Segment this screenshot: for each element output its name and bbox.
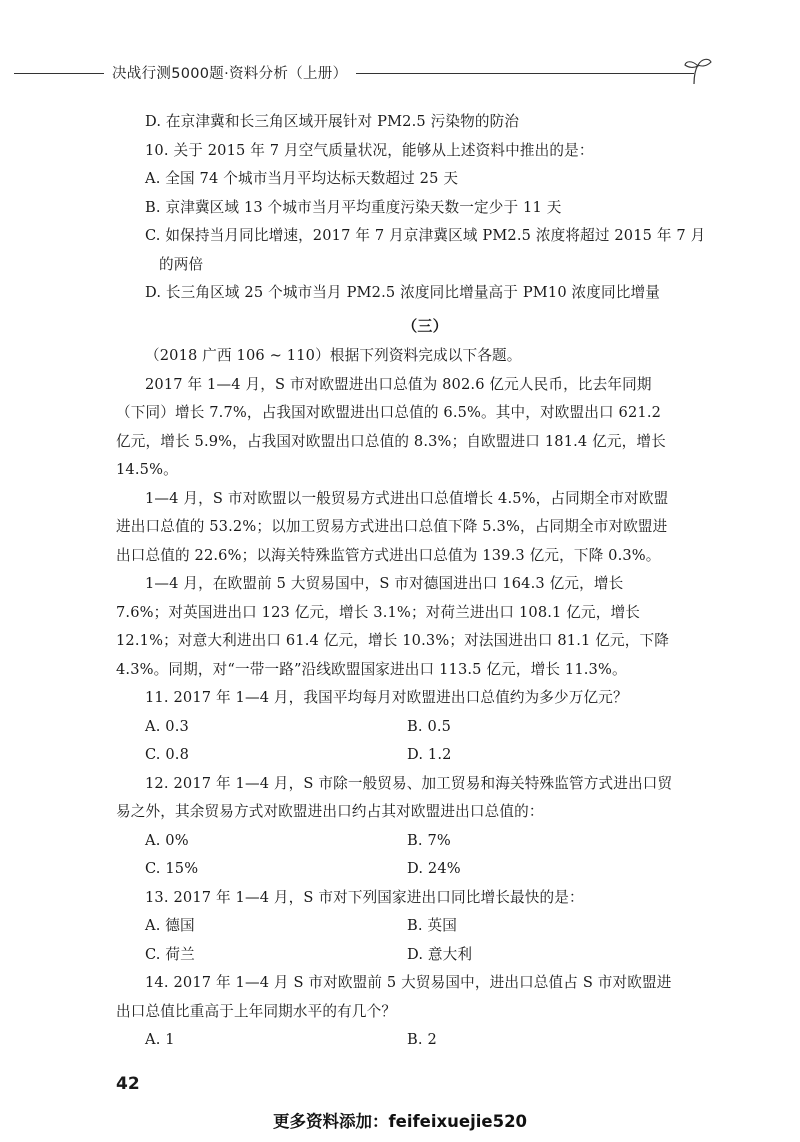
- q10-option-c-cont: 的两倍: [159, 255, 204, 273]
- footer-note: 更多资料添加：feifeixuejie520: [272, 1112, 528, 1131]
- q11-option-a: A. 0.3: [145, 717, 189, 735]
- header-rule-right: [356, 73, 694, 74]
- q12-option-a: A. 0%: [145, 831, 189, 849]
- q11-options-row-1: [145, 713, 705, 742]
- q13-option-b: B. 英国: [407, 917, 457, 934]
- q12-options-row-1: [145, 827, 705, 856]
- q12-option-b: B. 7%: [407, 831, 451, 849]
- q13-option-a: A. 德国: [145, 917, 195, 934]
- q13-options-row-1: [145, 912, 705, 941]
- q12-option-c: C. 15%: [145, 860, 199, 877]
- material-paragraph-3: 1—4 月，在欧盟前 5 大贸易国中，S 市对德国进出口 164.3 亿元，增长 7.6%；对英国进出口 123 亿元，增长 3.1%；对荷兰进出口 108.1 亿元，增长 12.1%；对意大利进出口 61.4 亿元，增长 10.3%；对法国进出口 81.1 亿元，下降 4.3%。同期，对“一带一路”沿线欧盟国家进出口 113.5 亿元，增长 11.3%。: [116, 575, 669, 678]
- q14-option-a: A. 1: [145, 1031, 175, 1048]
- page-number: 42: [116, 1074, 140, 1094]
- q14-stem: 14. 2017 年 1—4 月 S 市对欧盟前 5 大贸易国中，进出口总值占 S 市对欧盟进出口总值比重高于上年同期水平的有几个？: [116, 974, 672, 1020]
- q13-option-d: D. 意大利: [407, 945, 473, 963]
- running-header: [0, 54, 800, 94]
- q12-options-row-2: [145, 855, 705, 884]
- page-body: [116, 108, 706, 1055]
- q11-option-b: B. 0.5: [407, 717, 452, 735]
- header-rule-left: [14, 73, 104, 74]
- q13-option-c: C. 荷兰: [145, 945, 195, 963]
- q10-stem: 10. 关于 2015 年 7 月空气质量状况，能够从上述资料中推出的是：: [145, 141, 594, 159]
- q14-options-row-1: [145, 1026, 705, 1055]
- q10-option-d-prev: D. 在京津冀和长三角区域开展针对 PM2.5 污染物的防治: [145, 113, 520, 130]
- q12-stem: 12. 2017 年 1—4 月，S 市除一般贸易、加工贸易和海关特殊监管方式进出口贸易之外，其余贸易方式对欧盟进出口约占其对欧盟进出口总值的：: [116, 774, 673, 820]
- q10-option-d: D. 长三角区域 25 个城市当月 PM2.5 浓度同比增量高于 PM10 浓度同比增量: [145, 284, 661, 301]
- section-title: （三）: [402, 316, 448, 335]
- q11-option-c: C. 0.8: [145, 746, 190, 763]
- material-paragraph-2: 1—4 月，S 市对欧盟以一般贸易方式进出口总值增长 4.5%，占同期全市对欧盟进出口总值的 53.2%；以加工贸易方式进出口总值下降 5.3%，占同期全市对欧盟进出口总值的 22.6%；以海关特殊监管方式进出口总值为 139.3 亿元，下降 0.3%。: [116, 489, 669, 564]
- book-title: 决战行测5000题·资料分析（上册）: [112, 66, 348, 82]
- q13-options-row-2: [145, 941, 705, 970]
- sprout-icon: [680, 56, 714, 86]
- q11-options-row-2: [145, 741, 705, 770]
- q12-option-d: D. 24%: [407, 860, 461, 877]
- q13-stem: 13. 2017 年 1—4 月，S 市对下列国家进出口同比增长最快的是：: [145, 888, 584, 906]
- q10-option-c: C. 如保持当月同比增速，2017 年 7 月京津冀区域 PM2.5 浓度将超过 2015 年 7 月: [145, 227, 706, 244]
- section-intro: （2018 广西 106 ~ 110）根据下列资料完成以下各题。: [145, 347, 522, 364]
- q11-option-d: D. 1.2: [407, 746, 452, 763]
- q14-option-b: B. 2: [407, 1031, 437, 1048]
- q11-stem: 11. 2017 年 1—4 月，我国平均每月对欧盟进出口总值约为多少万亿元？: [145, 689, 628, 706]
- q10-option-a: A. 全国 74 个城市当月平均达标天数超过 25 天: [145, 170, 459, 187]
- q10-option-b: B. 京津冀区域 13 个城市当月平均重度污染天数一定少于 11 天: [145, 198, 562, 216]
- material-paragraph-1: 2017 年 1—4 月，S 市对欧盟进出口总值为 802.6 亿元人民币，比去年同期（下同）增长 7.7%，占我国对欧盟进出口总值的 6.5%。其中，对欧盟出口 621.2 亿元，增长 5.9%，占我国对欧盟出口总值的 8.3%；自欧盟进口 181.4 亿元，增长 14.5%。: [116, 375, 666, 478]
